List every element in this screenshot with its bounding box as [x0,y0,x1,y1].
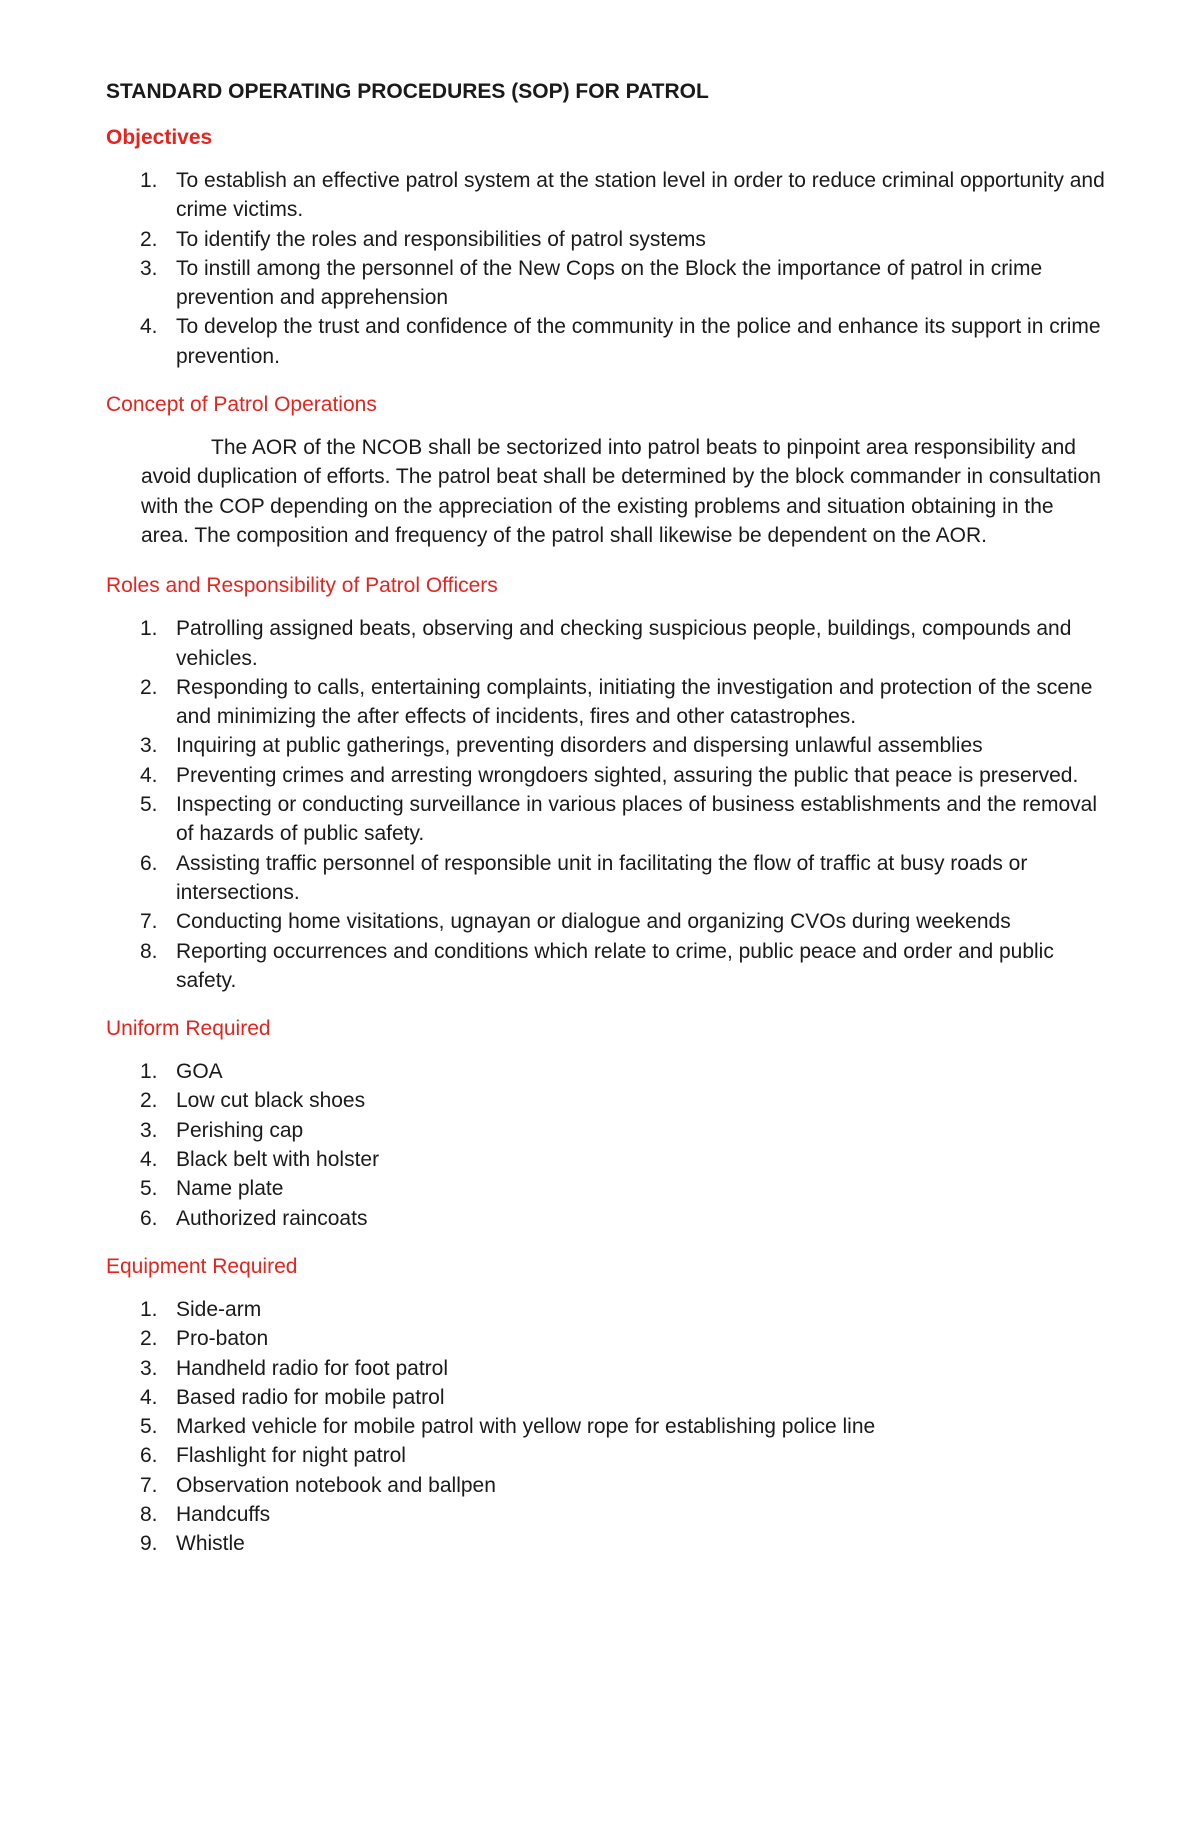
document-page [106,78,1106,1579]
list-item-text: Pro-baton [176,1327,269,1351]
list-item [106,1204,1106,1233]
list-number: 1. [140,1297,158,1321]
equipment-heading: Equipment Required [106,1254,298,1278]
list-number: 7. [140,1473,158,1497]
list-item [106,1441,1106,1470]
concept-heading: Concept of Patrol Operations [106,393,377,417]
list-item-text: Based radio for mobile patrol [176,1385,445,1409]
list-item-text: Perishing cap [176,1118,304,1142]
list-item [106,849,1106,908]
list-number: 2. [140,1327,158,1351]
list-item [106,312,1106,371]
list-item-text: To develop the trust and confidence of the community in the police and enhance its support in crime prevention. [176,315,1101,368]
list-number: 6. [140,851,158,875]
list-number: 4. [140,763,158,787]
list-item [106,1116,1106,1145]
list-item [106,673,1106,732]
list-number: 8. [140,1502,158,1526]
list-number: 6. [140,1206,158,1230]
list-number: 2. [140,675,158,699]
list-number: 6. [140,1444,158,1468]
list-item [106,761,1106,790]
list-number: 1. [140,617,158,641]
list-item-text: Inquiring at public gatherings, preventing disorders and dispersing unlawful assemblies [176,734,983,758]
list-number: 9. [140,1532,158,1556]
list-item [106,1324,1106,1353]
list-item-text: To identify the roles and responsibilities of patrol systems [176,227,706,251]
list-item [106,1383,1106,1412]
list-item-text: Black belt with holster [176,1148,380,1172]
list-item-text: Marked vehicle for mobile patrol with yellow rope for establishing police line [176,1415,876,1439]
list-item-text: Responding to calls, entertaining complaints, initiating the investigation and protection of the scene and minimizing the after effects of incidents, fires and other catastrophes. [176,675,1093,729]
list-item [106,225,1106,254]
list-item-text: Handcuffs [176,1502,271,1526]
uniform-list [106,1057,1106,1233]
list-item [106,166,1106,225]
concept-paragraph: The AOR of the NCOB shall be sectorized into patrol beats to pinpoint area responsibility and avoid duplication of efforts. The patrol beat shall be determined by the block commander in consultation with the COP depending on the appreciation of the existing problems and situation obtaining in the area. The composition and frequency of the patrol shall likewise be dependent on the AOR. [141,436,1101,547]
list-item-text: Conducting home visitations, ugnayan or dialogue and organizing CVOs during weekends [176,910,1011,934]
list-number: 5. [140,1415,158,1439]
list-item [106,1500,1106,1529]
equipment-list [106,1295,1106,1559]
list-item [106,1057,1106,1086]
list-item [106,1529,1106,1558]
list-item-text: Patrolling assigned beats, observing and checking suspicious people, buildings, compounds and vehicles. [176,617,1072,670]
list-number: 3. [140,1356,158,1380]
list-item-text: Assisting traffic personnel of responsible unit in facilitating the flow of traffic at busy roads or intersections. [176,851,1028,904]
list-item [106,1086,1106,1115]
list-item [106,1174,1106,1203]
list-item-text: Preventing crimes and arresting wrongdoers sighted, assuring the public that peace is preserved. [176,763,1079,787]
list-item [106,731,1106,760]
list-number: 5. [140,793,158,817]
list-item [106,1145,1106,1174]
list-item [106,907,1106,936]
list-number: 3. [140,734,158,758]
list-item [106,1412,1106,1441]
list-number: 1. [140,169,158,192]
list-item [106,254,1106,313]
list-item [106,1295,1106,1324]
list-item-text: Handheld radio for foot patrol [176,1356,449,1380]
list-item-text: Authorized raincoats [176,1206,368,1230]
roles-heading: Roles and Responsibility of Patrol Officers [106,574,498,598]
list-item-text: Side-arm [176,1297,262,1321]
list-number: 4. [140,1385,158,1409]
list-item [106,937,1106,996]
list-item-text: Whistle [176,1532,245,1556]
list-item [106,614,1106,673]
list-item-text: Reporting occurrences and conditions which relate to crime, public peace and order and public safety. [176,939,1054,992]
objectives-heading: Objectives [106,126,213,149]
document-title: STANDARD OPERATING PROCEDURES (SOP) FOR PATROL [106,80,709,103]
uniform-heading: Uniform Required [106,1017,271,1041]
list-number: 5. [140,1177,158,1201]
list-number: 2. [140,227,158,251]
list-number: 7. [140,910,158,934]
list-number: 1. [140,1060,158,1084]
list-item-text: Inspecting or conducting surveillance in various places of business establishments and the removal of hazards of public safety. [176,793,1098,846]
list-item [106,790,1106,849]
list-number: 3. [140,256,158,280]
list-item-text: Flashlight for night patrol [176,1444,406,1468]
list-number: 2. [140,1089,158,1113]
objectives-list [106,166,1106,371]
list-number: 4. [140,1148,158,1172]
list-item-text: GOA [176,1060,223,1084]
list-item [106,1471,1106,1500]
list-item-text: To instill among the personnel of the New Cops on the Block the importance of patrol in crime prevention and apprehension [176,256,1043,310]
list-item-text: Low cut black shoes [176,1089,366,1113]
list-item-text: Name plate [176,1177,284,1201]
list-number: 3. [140,1118,158,1142]
roles-list [106,614,1106,995]
list-number: 8. [140,939,158,963]
list-item-text: To establish an effective patrol system at the station level in order to reduce criminal opportunity and crime victims. [176,169,1105,222]
list-item-text: Observation notebook and ballpen [176,1473,496,1497]
list-number: 4. [140,315,158,339]
list-item [106,1354,1106,1383]
